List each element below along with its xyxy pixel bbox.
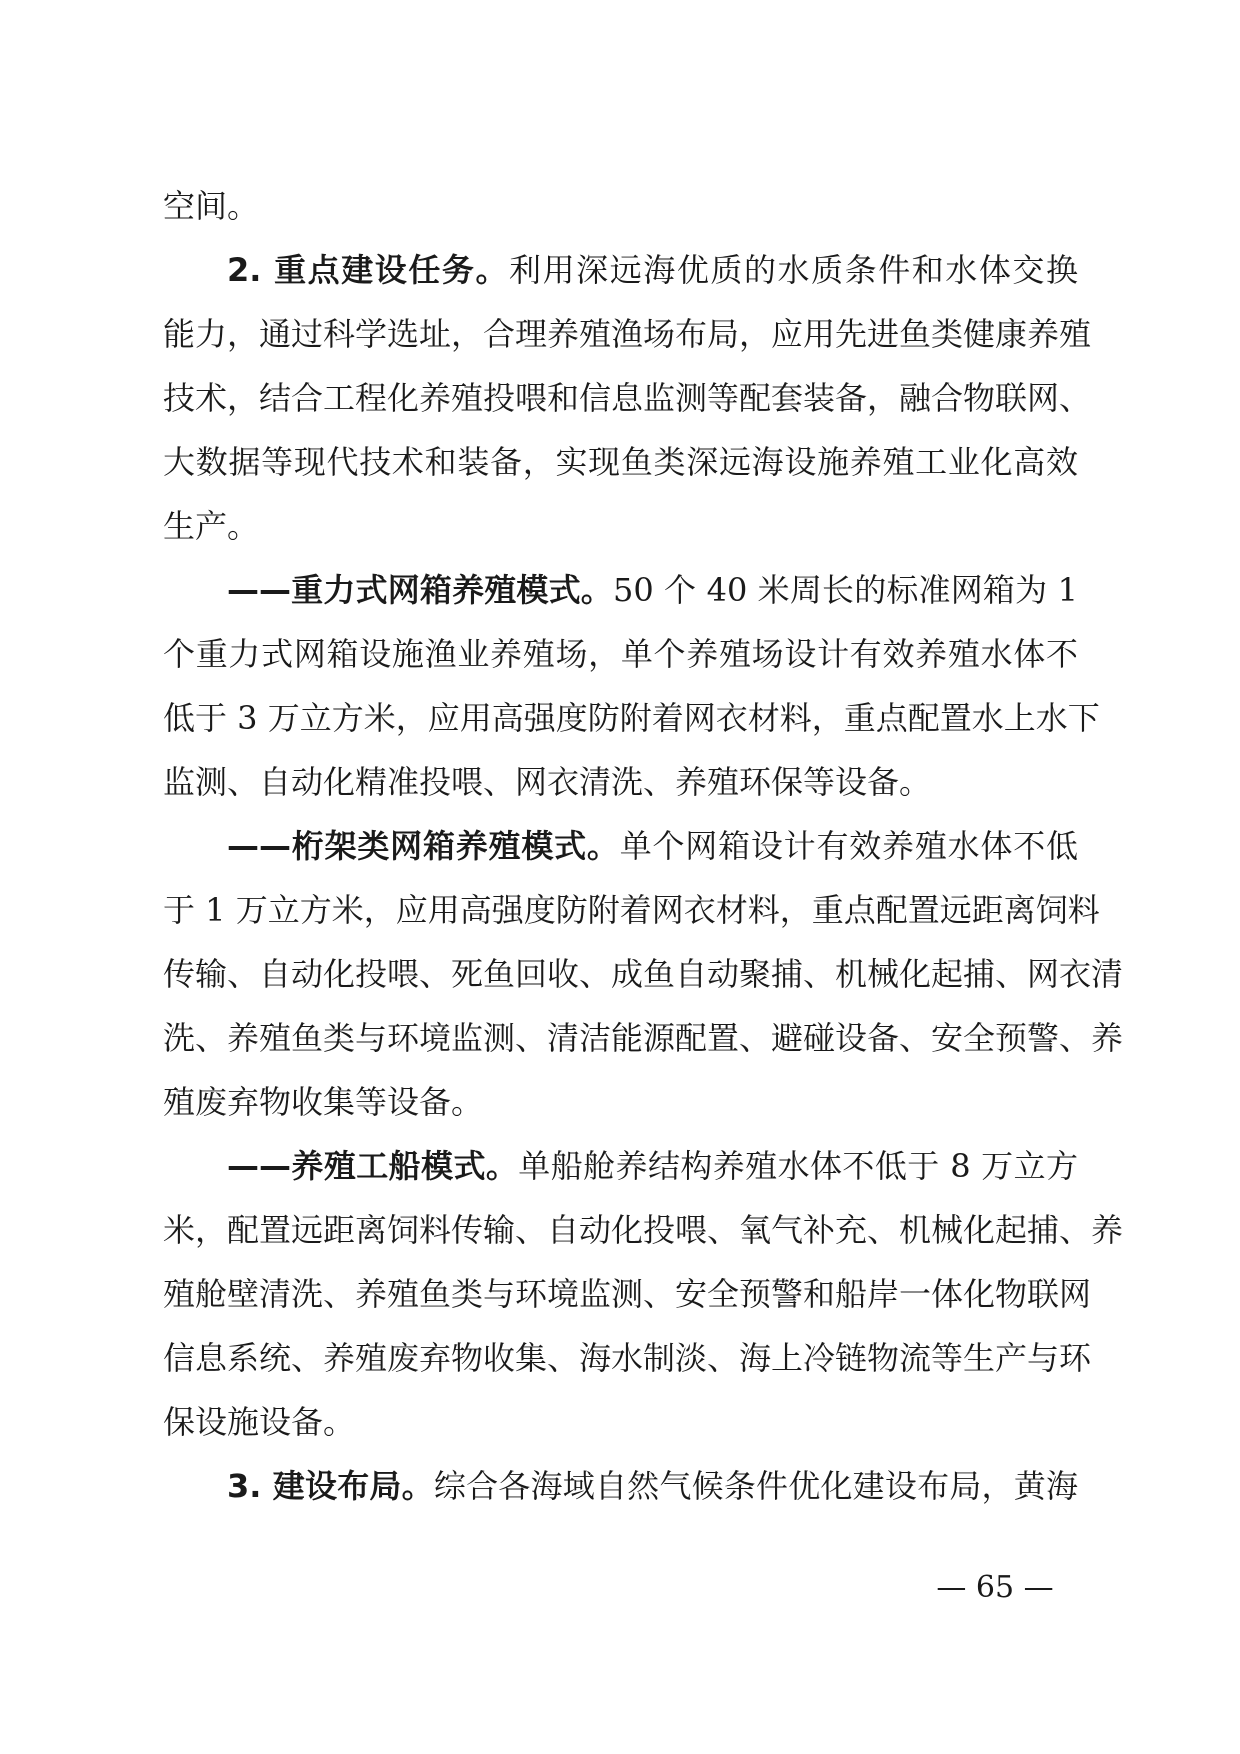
text-line bbox=[163, 622, 1078, 686]
text-line bbox=[163, 174, 1078, 238]
line-text: 空间。 bbox=[163, 187, 260, 225]
line-text: 单个网箱设计有效养殖水体不低 bbox=[619, 827, 1078, 865]
page-number: — 65 — bbox=[936, 1570, 1054, 1605]
line-text: 保设施设备。 bbox=[163, 1403, 356, 1441]
text-line bbox=[163, 1198, 1124, 1262]
line-text: 生产。 bbox=[163, 507, 260, 545]
line-text: 单船舱养结构养殖水体不低于 8 万立方 bbox=[518, 1147, 1078, 1185]
line-text: 低于 3 万立方米，应用高强度防附着网衣材料，重点配置水上水下 bbox=[163, 699, 1100, 737]
section-heading: ——桁架类网箱养殖模式。 bbox=[227, 827, 620, 865]
text-line bbox=[163, 366, 1092, 430]
text-line bbox=[163, 302, 1092, 366]
text-line bbox=[163, 878, 1100, 942]
text-line bbox=[163, 1070, 1078, 1134]
line-text: 利用深远海优质的水质条件和水体交换 bbox=[509, 251, 1078, 289]
text-line bbox=[163, 430, 1078, 494]
section-heading: ——重力式网箱养殖模式。 bbox=[227, 571, 613, 609]
text-line bbox=[163, 1006, 1124, 1070]
line-text: 殖舱壁清洗、养殖鱼类与环境监测、安全预警和船岸一体化物联网 bbox=[163, 1275, 1092, 1313]
line-text: 综合各海域自然气候条件优化建设布局，黄海 bbox=[433, 1467, 1078, 1505]
line-text: 技术，结合工程化养殖投喂和信息监测等配套装备，融合物联网、 bbox=[163, 379, 1092, 417]
line-text: 50 个 40 米周长的标准网箱为 1 bbox=[612, 571, 1078, 609]
line-text: 能力，通过科学选址，合理养殖渔场布局，应用先进鱼类健康养殖 bbox=[163, 315, 1092, 353]
line-text: 大数据等现代技术和装备，实现鱼类深远海设施养殖工业化高效 bbox=[163, 443, 1078, 481]
text-line bbox=[227, 238, 1078, 302]
section-heading: 3. 建设布局。 bbox=[227, 1467, 434, 1505]
text-line bbox=[163, 1390, 1078, 1454]
text-line bbox=[227, 1134, 1078, 1198]
line-text: 洗、养殖鱼类与环境监测、清洁能源配置、避碰设备、安全预警、养 bbox=[163, 1019, 1124, 1057]
text-line bbox=[227, 814, 1078, 878]
line-text: 信息系统、养殖废弃物收集、海水制淡、海上冷链物流等生产与环 bbox=[163, 1339, 1092, 1377]
line-text: 传输、自动化投喂、死鱼回收、成鱼自动聚捕、机械化起捕、网衣清 bbox=[163, 955, 1124, 993]
text-line bbox=[163, 1326, 1092, 1390]
text-line bbox=[163, 750, 1078, 814]
text-line bbox=[163, 686, 1100, 750]
line-text: 个重力式网箱设施渔业养殖场，单个养殖场设计有效养殖水体不 bbox=[163, 635, 1078, 673]
text-line bbox=[227, 1454, 1078, 1518]
text-line bbox=[163, 1262, 1092, 1326]
line-text: 米，配置远距离饲料传输、自动化投喂、氧气补充、机械化起捕、养 bbox=[163, 1211, 1124, 1249]
text-line bbox=[227, 558, 1078, 622]
section-heading: ——养殖工船模式。 bbox=[227, 1147, 519, 1185]
text-line bbox=[163, 942, 1124, 1006]
line-text: 于 1 万立方米，应用高强度防附着网衣材料，重点配置远距离饲料 bbox=[163, 891, 1100, 929]
text-line bbox=[163, 494, 1078, 558]
section-heading: 2. 重点建设任务。 bbox=[227, 251, 510, 289]
line-text: 监测、自动化精准投喂、网衣清洗、养殖环保等设备。 bbox=[163, 763, 932, 801]
line-text: 殖废弃物收集等设备。 bbox=[163, 1083, 484, 1121]
